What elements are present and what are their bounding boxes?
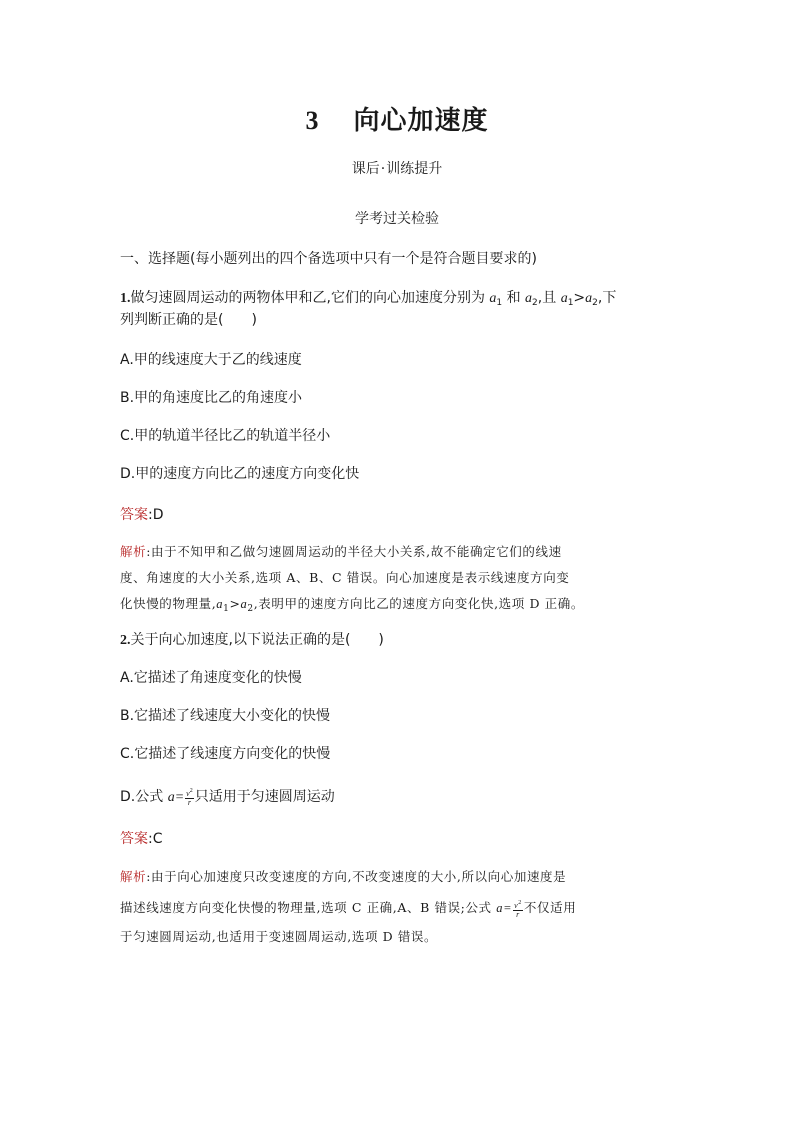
q1-stem-text2: ,且 [537, 290, 561, 306]
q2-stem-text: 关于向心加速度,以下说法正确的是( ) [130, 632, 384, 648]
q1-var-a1: a [489, 291, 497, 306]
expl-formula-numerator: v [514, 900, 519, 910]
formula-denominator: r [187, 798, 191, 807]
expl-formula-exponent: 2 [518, 899, 522, 906]
q1-sub3: 1 [567, 298, 574, 308]
q1-explanation-line3 [120, 593, 680, 620]
q1-explanation-line1 [120, 541, 680, 563]
q1-option-b: B.甲的角速度比乙的角速度小 [120, 390, 303, 406]
q1-gt: > [573, 290, 586, 306]
page-subtitle [0, 158, 794, 178]
q1-expl-gt: > [229, 596, 241, 611]
q1-expl-var-a1: a [216, 597, 224, 611]
q1-expl-text3a: 化快慢的物理量, [120, 596, 217, 611]
answer-value: :C [148, 831, 163, 847]
q2-expl-text2a: 描述线速度方向变化快慢的物理量,选项 C 正确,A、B 错误;公式 [120, 900, 497, 915]
q1-expl-sub1: 1 [223, 604, 230, 614]
chapter-title: 向心加速度 [353, 106, 489, 136]
q2-explanation-line3: 于匀速圆周运动,也适用于变速圆周运动,选项 D 错误。 [120, 929, 438, 944]
q2-stem [120, 629, 680, 652]
explanation-label: 解析 [120, 869, 147, 884]
q1-expl-text3b: ,表明甲的速度方向比乙的速度方向变化快,选项 D 正确。 [253, 596, 584, 611]
q2-option-d [120, 786, 680, 809]
q1-var-a2: a [525, 291, 533, 306]
q1-option-d: D.甲的速度方向比乙的速度方向变化快 [120, 466, 360, 482]
q2-answer [120, 828, 680, 850]
q1-expl-text1: :由于不知甲和乙做匀速圆周运动的半径大小关系,故不能确定它们的线速 [146, 544, 562, 559]
expl-formula-fraction [513, 899, 523, 919]
q1-explanation-line2: 度、角速度的大小关系,选项 A、B、C 错误。向心加速度是表示线速度方向变 [120, 570, 570, 585]
q1-expl-var-a2: a [240, 597, 248, 611]
q1-stem-line2: 列判断正确的是( ) [120, 312, 257, 328]
q1-answer [120, 504, 680, 526]
q2-option-a: A.它描述了角速度变化的快慢 [120, 670, 302, 686]
answer-label: 答案 [120, 831, 148, 847]
expl-formula-lhs: a= [496, 901, 513, 915]
chapter-number: 3 [305, 106, 320, 135]
subtitle-right: 训练提升 [386, 161, 443, 177]
page-title [0, 100, 794, 137]
q2-option-b: B.它描述了线速度大小变化的快慢 [120, 708, 331, 724]
section1-heading: 一、选择题(每小题列出的四个备选项中只有一个是符合题目要求的) [120, 251, 537, 267]
q1-sub2: 2 [532, 298, 538, 308]
q1-sub1: 1 [496, 298, 503, 308]
formula-exponent: 2 [189, 788, 193, 794]
q2-option-d-suffix: 只适用于匀速圆周运动 [194, 789, 335, 805]
q2-explanation-line1 [120, 866, 680, 888]
q2-number: 2. [120, 633, 131, 648]
q2-option-d-prefix: D.公式 [120, 789, 168, 805]
subtitle-left: 课后 [351, 161, 380, 177]
formula-numerator: v [186, 789, 190, 798]
q1-stem-text3: ,下 [597, 290, 617, 306]
q1-and: 和 [502, 290, 526, 306]
q1-expl-sub2: 2 [247, 604, 254, 614]
q1-number: 1. [120, 291, 131, 306]
section-heading: 学考过关检验 [355, 211, 439, 227]
q2-option-c: C.它描述了线速度方向变化的快慢 [120, 746, 331, 762]
q2-expl-text1: :由于向心加速度只改变速度的方向,不改变速度的大小,所以向心加速度是 [146, 869, 567, 884]
expl-formula-denominator: r [516, 909, 520, 919]
formula-lhs: a= [167, 790, 185, 805]
explanation-label: 解析 [120, 544, 147, 559]
q1-stem-text: 做匀速圆周运动的两物体甲和乙,它们的向心加速度分别为 [130, 290, 490, 306]
q1-option-a: A.甲的线速度大于乙的线速度 [120, 352, 302, 368]
q1-option-c: C.甲的轨道半径比乙的轨道半径小 [120, 428, 331, 444]
answer-value: :D [148, 507, 164, 523]
subtitle-separator: · [380, 161, 386, 177]
q2-expl-text2b: 不仅适用 [523, 900, 577, 915]
answer-label: 答案 [120, 507, 148, 523]
formula-fraction [185, 787, 194, 807]
q1-var-a4: a [585, 291, 593, 306]
q1-sub4: 2 [592, 298, 598, 308]
q1-var-a3: a [560, 291, 568, 306]
q2-explanation-line2 [120, 897, 680, 919]
